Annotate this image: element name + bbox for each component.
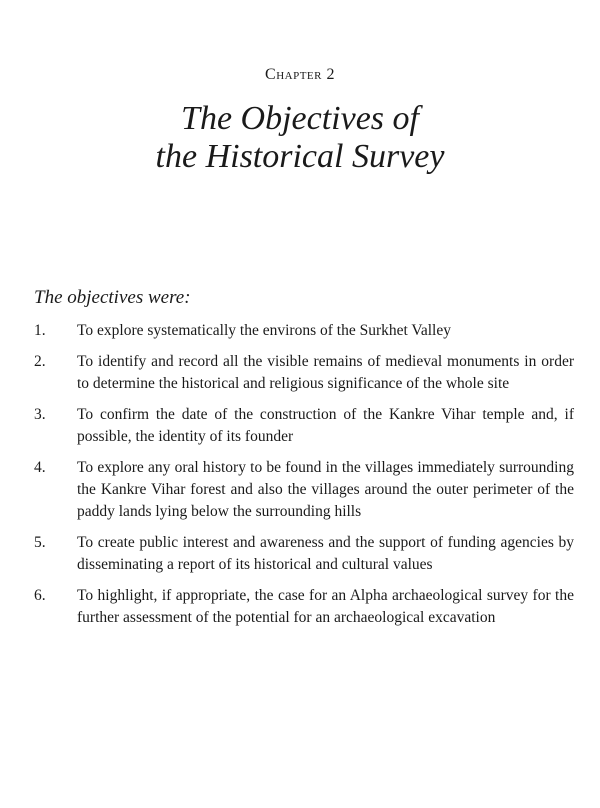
- chapter-label: Chapter 2: [265, 66, 335, 83]
- chapter-title: [0, 100, 600, 176]
- objective-text: To highlight, if appropriate, the case for an Alpha archaeological survey for the further assessment of the potential for an archaeological excavation: [77, 587, 574, 626]
- objective-number: 5.: [34, 534, 46, 551]
- objective-item: [34, 404, 574, 448]
- objective-text: To explore systematically the environs of the Surkhet Valley: [77, 322, 451, 339]
- objective-number: 1.: [34, 322, 46, 339]
- objective-text: To confirm the date of the construction of the Kankre Vihar temple and, if possible, the identity of its founder: [77, 406, 574, 445]
- objective-number: 3.: [34, 406, 46, 423]
- objective-item: [34, 320, 574, 342]
- chapter-title-line-2: the Historical Survey: [155, 138, 445, 175]
- chapter-title-line-1: The Objectives of: [181, 100, 419, 137]
- objective-item: [34, 532, 574, 576]
- objectives-list: [34, 320, 574, 638]
- objective-item: [34, 457, 574, 523]
- objectives-intro: The objectives were:: [34, 287, 191, 308]
- objective-text: To explore any oral history to be found in the villages immediately surrounding the Kankre Vihar forest and also the villages around the outer perimeter of the paddy lands lying below the surrounding hills: [77, 459, 574, 520]
- objective-number: 4.: [34, 459, 46, 476]
- objective-item: [34, 351, 574, 395]
- objective-text: To identify and record all the visible remains of medieval monuments in order to determine the historical and religious significance of the whole site: [77, 353, 574, 392]
- objective-number: 6.: [34, 587, 46, 604]
- objective-text: To create public interest and awareness and the support of funding agencies by disseminating a report of its historical and cultural values: [77, 534, 574, 573]
- objective-item: [34, 585, 574, 629]
- objective-number: 2.: [34, 353, 46, 370]
